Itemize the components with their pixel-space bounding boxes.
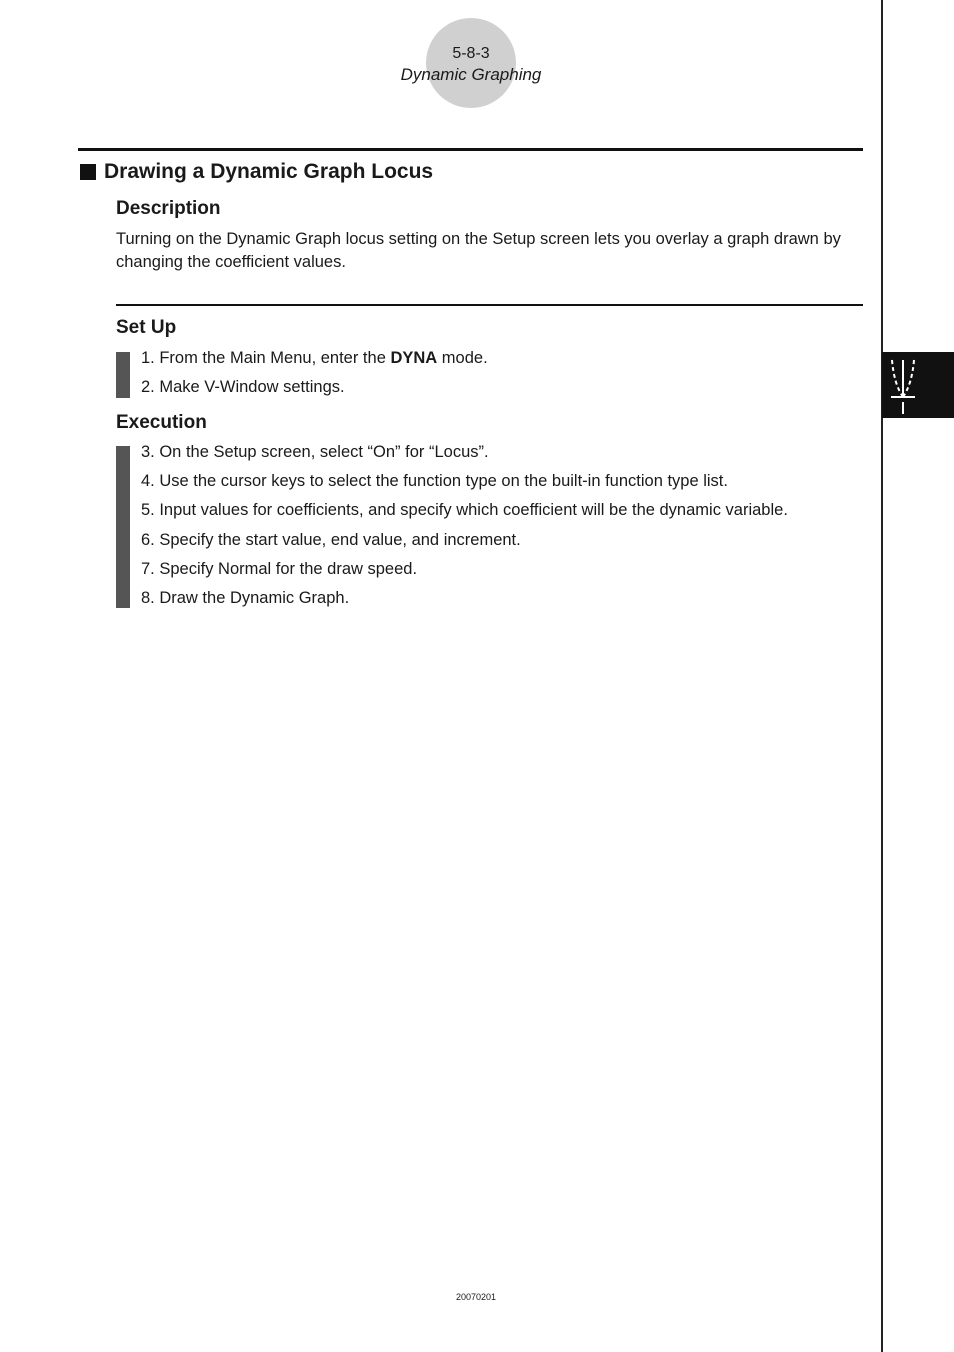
section-top-rule <box>78 148 863 151</box>
page-edge-rule <box>881 0 883 1352</box>
main-title <box>80 158 433 186</box>
description-text: Turning on the Dynamic Graph locus setting on the Setup screen lets you overlay a graph drawn by changing the coefficient values. <box>116 230 841 271</box>
execution-step-8: 8. Draw the Dynamic Graph. <box>141 589 350 607</box>
footer-code: 20070201 <box>455 1292 497 1302</box>
execution-step-5: 5. Input values for coefficients, and specify which coefficient will be the dynamic variable. <box>141 501 788 519</box>
execution-heading: Execution <box>116 412 207 433</box>
setup-heading: Set Up <box>116 317 177 338</box>
chapter-tab <box>882 352 954 418</box>
execution-step-7: 7. Specify Normal for the draw speed. <box>141 560 418 578</box>
setup-step-2: 2. Make V-Window settings. <box>141 378 345 396</box>
dynamic-graph-icon <box>882 352 954 418</box>
main-title-text: Drawing a Dynamic Graph Locus <box>104 160 434 183</box>
execution-step-4: 4. Use the cursor keys to select the function type on the built-in function type list. <box>141 472 728 490</box>
mode-name: DYNA <box>390 349 438 367</box>
section-number: 5-8-3 <box>452 45 490 62</box>
setup-step-1: 1. From the Main Menu, enter the DYNA mode. <box>141 349 488 367</box>
setup-rule <box>116 304 863 306</box>
execution-step-6: 6. Specify the start value, end value, and increment. <box>141 531 521 549</box>
setup-step-bar <box>116 352 130 398</box>
execution-step-bar <box>116 446 130 608</box>
square-bullet-icon <box>80 164 96 180</box>
page-header <box>0 0 954 120</box>
description-heading: Description <box>116 198 221 219</box>
section-title-header: Dynamic Graphing <box>400 65 542 84</box>
execution-step-3: 3. On the Setup screen, select “On” for “Locus”. <box>141 443 489 461</box>
